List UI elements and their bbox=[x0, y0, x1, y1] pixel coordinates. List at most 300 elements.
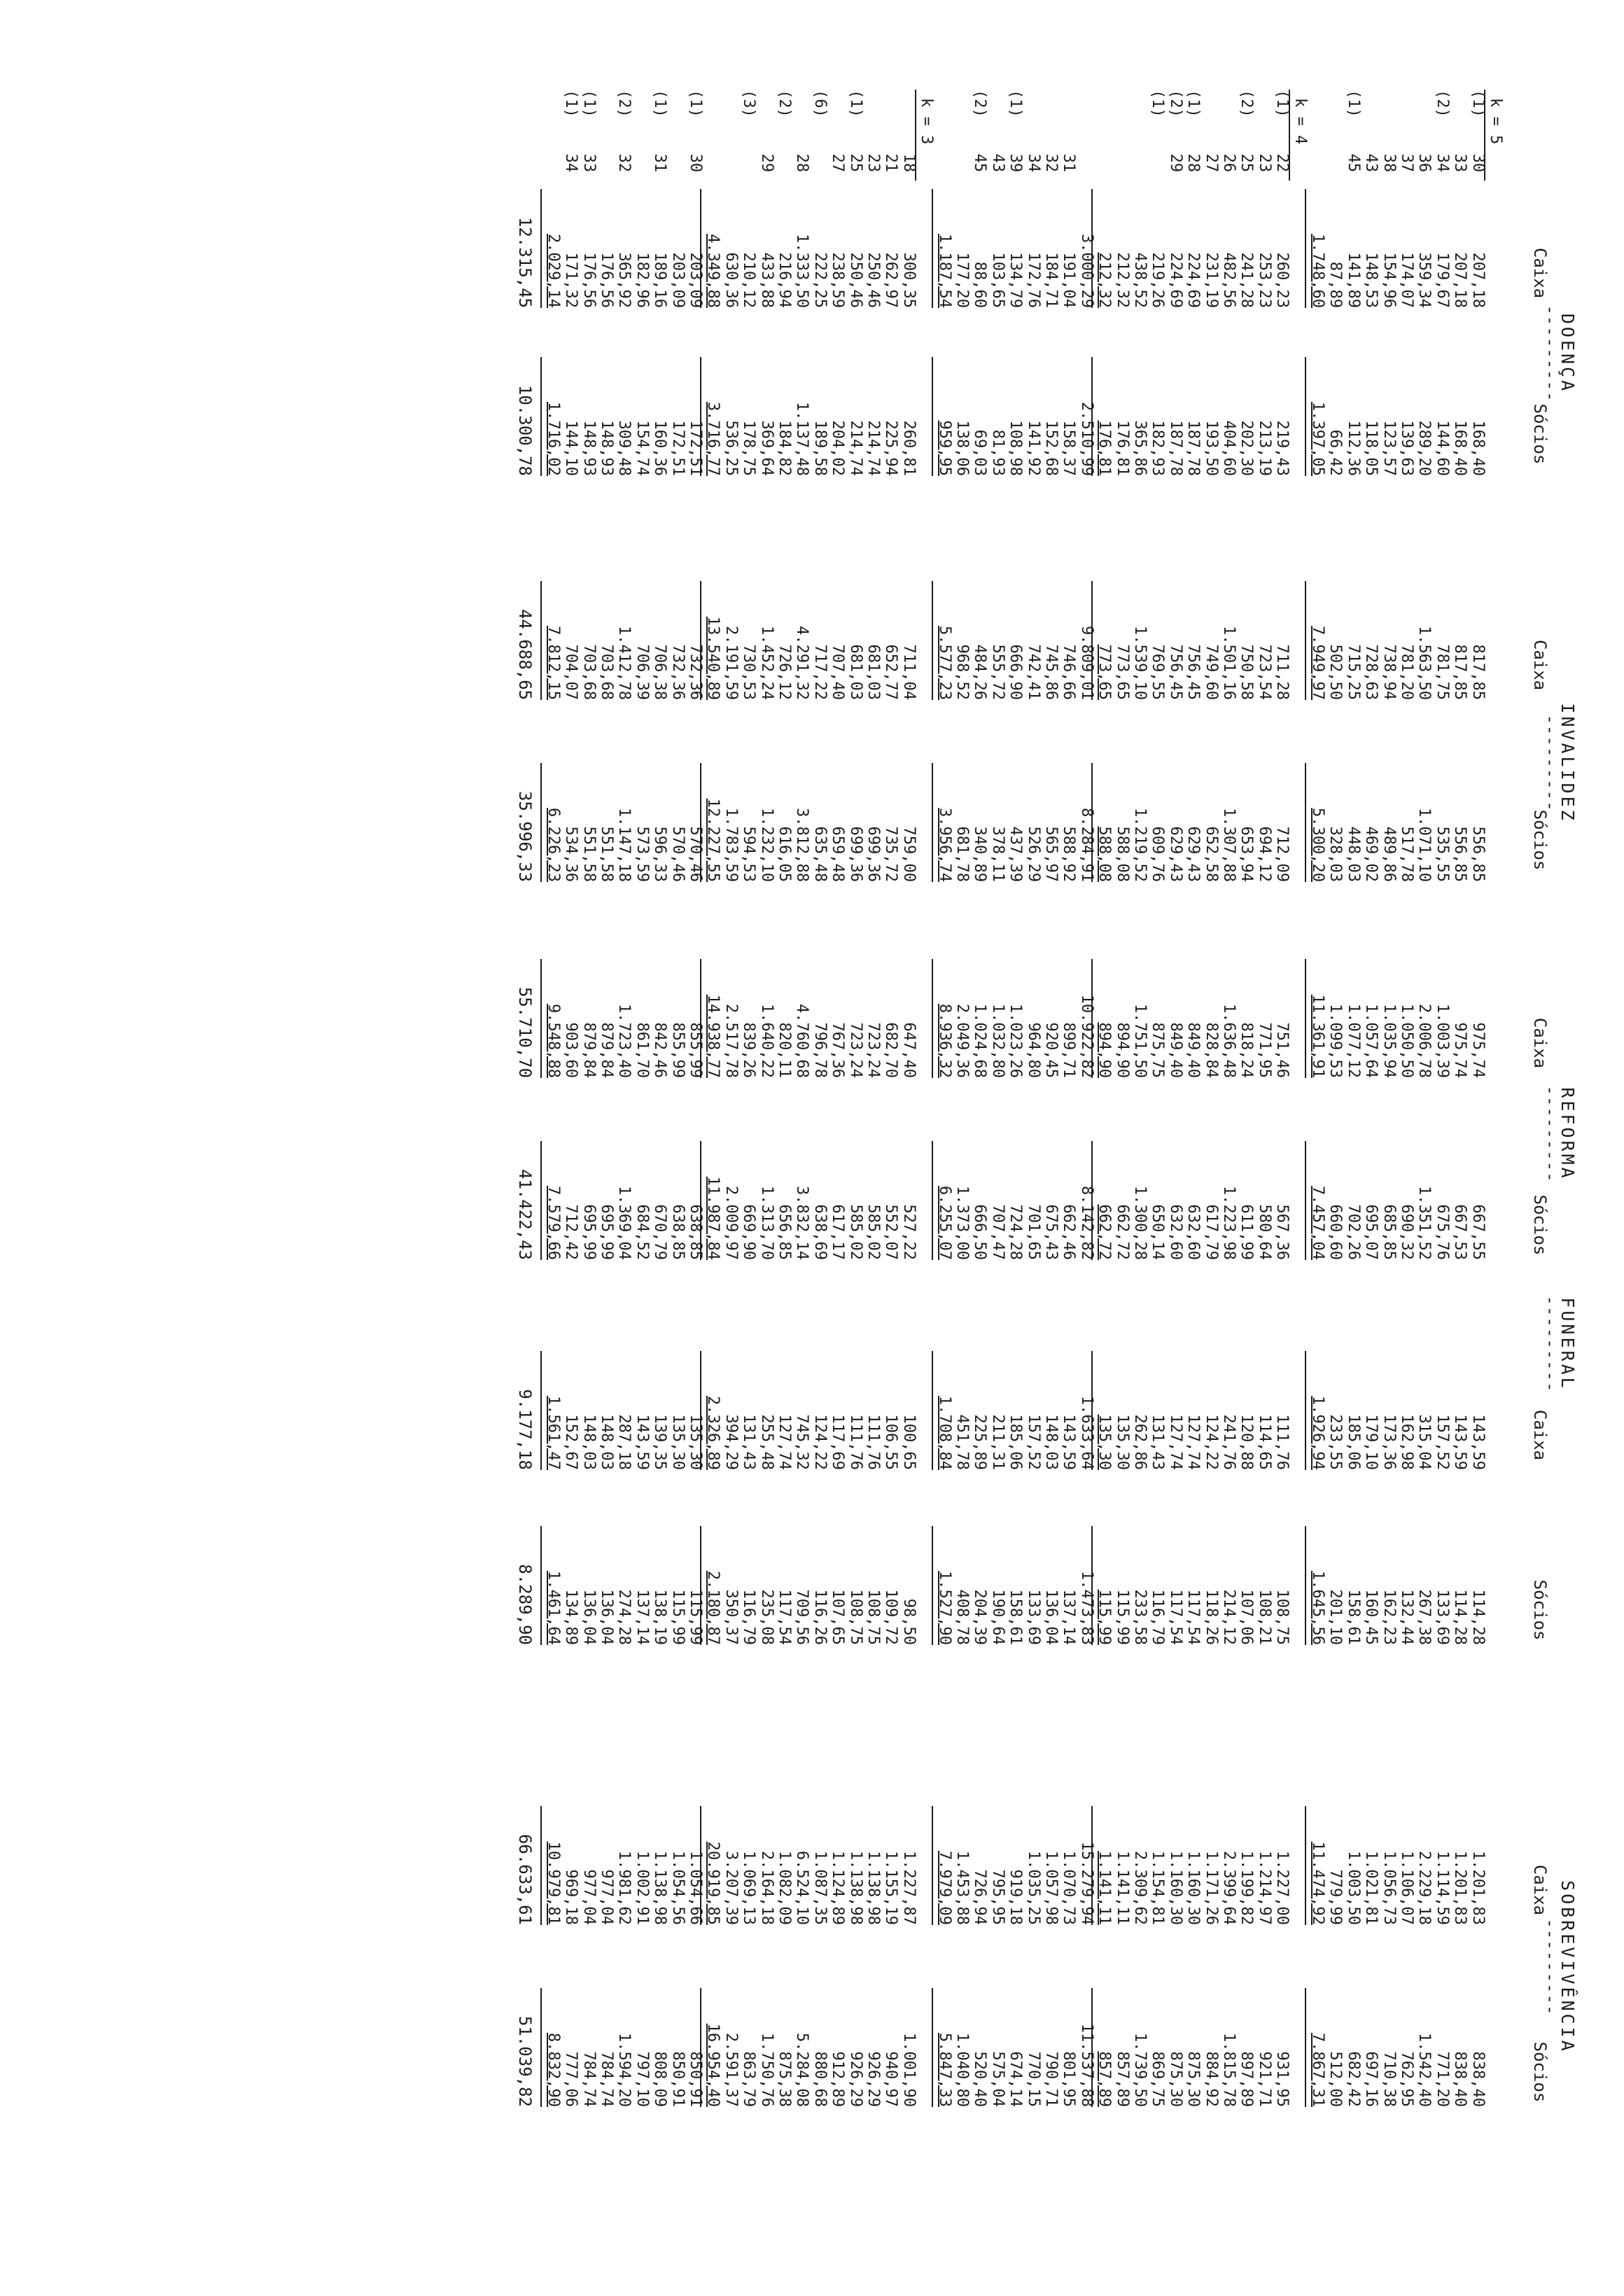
table-cell: 1.232,10 bbox=[757, 808, 776, 882]
table-cell: 1.199,82 bbox=[1238, 1851, 1256, 1925]
table-cell: 931,95 bbox=[1273, 2051, 1292, 2107]
table-cell: 154,96 bbox=[1380, 252, 1398, 308]
table-cell: 920,45 bbox=[1042, 1022, 1060, 1078]
table-cell: 534,36 bbox=[562, 826, 580, 882]
table-cell: 1.300,28 bbox=[1131, 1186, 1149, 1260]
table-cell: 1.114,59 bbox=[1433, 1851, 1451, 1925]
table-cell: 5.847,33 bbox=[936, 1988, 953, 2107]
table-cell: 41.422,43 bbox=[515, 1168, 536, 1260]
table-cell: 795,95 bbox=[988, 1869, 1007, 1925]
table-cell: 120,88 bbox=[1238, 1414, 1256, 1470]
table-cell: 594,53 bbox=[740, 826, 758, 882]
row-age-label: 38 bbox=[1380, 153, 1398, 172]
table-cell: 899,71 bbox=[1060, 1022, 1078, 1078]
table-cell: 702,26 bbox=[1344, 1204, 1362, 1260]
table-cell: 710,38 bbox=[1380, 2051, 1398, 2107]
table-cell: 669,90 bbox=[740, 1204, 758, 1260]
table-cell: 750,58 bbox=[1238, 644, 1256, 700]
table-cell: 173,36 bbox=[1380, 1414, 1398, 1470]
table-cell: 894,90 bbox=[1113, 1022, 1131, 1078]
table-cell: 726,12 bbox=[776, 644, 793, 700]
table-cell: 143,59 bbox=[1469, 1414, 1487, 1470]
table-cell: 69,03 bbox=[971, 429, 989, 476]
row-count-label: (6) bbox=[811, 90, 829, 118]
row-age-label: 31 bbox=[1060, 153, 1078, 172]
table-cell: 148,53 bbox=[1362, 252, 1380, 308]
table-cell: 176,56 bbox=[580, 252, 598, 308]
table-cell: 570,46 bbox=[668, 826, 687, 882]
row-count-label: (2) bbox=[1433, 90, 1451, 118]
table-cell: 1.154,81 bbox=[1149, 1851, 1167, 1925]
table-cell: 315,04 bbox=[1415, 1414, 1434, 1470]
table-cell: 8.936,32 bbox=[936, 959, 953, 1078]
table-cell: 1.171,26 bbox=[1202, 1851, 1220, 1925]
table-cell: 779,99 bbox=[1326, 1869, 1345, 1925]
table-cell: 207,18 bbox=[1469, 252, 1487, 308]
table-cell: 106,55 bbox=[882, 1414, 900, 1470]
table-cell: 124,22 bbox=[1202, 1414, 1220, 1470]
table-cell: 7.457,04 bbox=[1309, 1141, 1326, 1260]
table-cell: 6.524,10 bbox=[793, 1851, 811, 1925]
table-cell: 88,60 bbox=[971, 261, 989, 308]
table-cell: 1.050,50 bbox=[1398, 1004, 1415, 1078]
table-cell: 662,72 bbox=[1096, 1141, 1112, 1260]
table-cell: 51.039,82 bbox=[515, 2015, 536, 2107]
table-cell: 2.006,78 bbox=[1415, 1004, 1434, 1078]
table-cell: 1.783,59 bbox=[722, 808, 740, 882]
table-cell: 1.640,22 bbox=[757, 1004, 776, 1078]
table-cell: 172,76 bbox=[1024, 252, 1042, 308]
table-cell: 203,09 bbox=[668, 252, 687, 308]
table-cell: 289,20 bbox=[1415, 420, 1434, 476]
table-cell: 670,79 bbox=[651, 1204, 669, 1260]
table-cell: 262,86 bbox=[1131, 1414, 1149, 1470]
table-cell: 695,07 bbox=[1362, 1204, 1380, 1260]
row-age-label: 28 bbox=[1184, 153, 1203, 172]
row-count-label: (2) bbox=[1238, 90, 1256, 118]
table-cell: 176,56 bbox=[598, 252, 615, 308]
table-cell: 707,47 bbox=[988, 1204, 1007, 1260]
table-cell: 1.501,16 bbox=[1220, 626, 1238, 700]
table-cell: 796,78 bbox=[811, 1022, 829, 1078]
row-age-label: 29 bbox=[757, 153, 776, 172]
column-header: Sócios bbox=[1530, 403, 1550, 465]
table-cell: 535,55 bbox=[1433, 826, 1451, 882]
table-cell: 162,23 bbox=[1380, 1589, 1398, 1645]
table-cell: 1.201,83 bbox=[1469, 1851, 1487, 1925]
table-row bbox=[829, 0, 846, 2296]
table-cell: 225,89 bbox=[971, 1414, 989, 1470]
table-cell: 141,89 bbox=[1344, 252, 1362, 308]
table-cell: 1.815,78 bbox=[1220, 2033, 1238, 2107]
table-cell: 1.369,04 bbox=[615, 1186, 634, 1260]
group-header-title: FUNERAL bbox=[1558, 1297, 1578, 1391]
table-row bbox=[971, 0, 988, 2296]
table-cell: 723,24 bbox=[846, 1022, 864, 1078]
table-cell: 107,06 bbox=[1238, 1589, 1256, 1645]
table-cell: 152,68 bbox=[1042, 420, 1060, 476]
table-cell: 11.361,91 bbox=[1309, 959, 1326, 1078]
table-cell: 728,63 bbox=[1362, 644, 1380, 700]
table-cell: 2.180,87 bbox=[704, 1526, 721, 1645]
table-cell: 250,46 bbox=[846, 252, 864, 308]
table-cell: 185,06 bbox=[1344, 1414, 1362, 1470]
table-cell: 160,36 bbox=[651, 420, 669, 476]
table-cell: 653,94 bbox=[1238, 826, 1256, 882]
table-cell: 940,97 bbox=[882, 2051, 900, 2107]
table-cell: 216,94 bbox=[776, 252, 793, 308]
table-cell: 863,79 bbox=[740, 2051, 758, 2107]
table-cell: 690,32 bbox=[1398, 1204, 1415, 1260]
table-cell: 1.981,62 bbox=[615, 1851, 634, 1925]
table-cell: 1.373,00 bbox=[953, 1186, 971, 1260]
table-cell: 10.300,78 bbox=[515, 384, 536, 476]
table-row bbox=[634, 0, 650, 2296]
table-cell: 66.633,61 bbox=[515, 1833, 536, 1925]
table-cell: 1.160,30 bbox=[1184, 1851, 1203, 1925]
table-cell: 536,25 bbox=[722, 420, 740, 476]
table-cell: 638,69 bbox=[811, 1204, 829, 1260]
table-cell: 1.636,48 bbox=[1220, 1004, 1238, 1078]
table-cell: 359,34 bbox=[1415, 252, 1434, 308]
section-title-row bbox=[1292, 0, 1308, 2296]
table-cell: 124,22 bbox=[811, 1414, 829, 1470]
table-cell: 903,60 bbox=[562, 1022, 580, 1078]
table-cell: 897,89 bbox=[1238, 2051, 1256, 2107]
table-row bbox=[598, 0, 615, 2296]
table-cell: 127,74 bbox=[776, 1414, 793, 1470]
table-cell: 1.452,24 bbox=[757, 626, 776, 700]
table-cell: 202,30 bbox=[1238, 420, 1256, 476]
table-cell: 204,02 bbox=[829, 420, 847, 476]
table-cell: 5.284,08 bbox=[793, 2033, 811, 2107]
subtotal-row bbox=[936, 0, 953, 2296]
table-cell: 144,60 bbox=[1433, 420, 1451, 476]
table-cell: 253,23 bbox=[1255, 252, 1273, 308]
table-cell: 2.191,59 bbox=[722, 626, 740, 700]
table-cell: 148,93 bbox=[580, 420, 598, 476]
table-cell: 751,46 bbox=[1273, 1022, 1292, 1078]
table-cell: 674,14 bbox=[1007, 2051, 1025, 2107]
table-cell: 2.229,18 bbox=[1415, 1851, 1434, 1925]
table-cell: 2.309,62 bbox=[1131, 1851, 1149, 1925]
table-row bbox=[1184, 0, 1201, 2296]
table-row bbox=[615, 0, 632, 2296]
table-cell: 1.138,98 bbox=[864, 1851, 882, 1925]
table-cell: 969,18 bbox=[562, 1869, 580, 1925]
table-cell: 190,64 bbox=[988, 1589, 1007, 1645]
table-cell: 732,36 bbox=[668, 644, 687, 700]
table-cell: 839,26 bbox=[740, 1022, 758, 1078]
table-cell: 224,69 bbox=[1184, 252, 1203, 308]
table-cell: 16.954,40 bbox=[704, 1988, 721, 2107]
table-cell: 176,81 bbox=[1113, 420, 1131, 476]
table-row bbox=[1078, 0, 1095, 2296]
table-cell: 112,36 bbox=[1344, 420, 1362, 476]
table-cell: 394,29 bbox=[722, 1414, 740, 1470]
table-cell: 926,29 bbox=[846, 2051, 864, 2107]
table-row bbox=[1238, 0, 1254, 2296]
table-cell: 117,54 bbox=[776, 1589, 793, 1645]
table-cell: 162,98 bbox=[1398, 1414, 1415, 1470]
table-cell: 12.227,55 bbox=[704, 763, 721, 882]
column-header: Caixa bbox=[1530, 1864, 1550, 1916]
table-cell: 378,11 bbox=[988, 826, 1007, 882]
table-cell: 790,71 bbox=[1042, 2051, 1060, 2107]
table-cell: 187,78 bbox=[1184, 420, 1203, 476]
table-cell: 114,28 bbox=[1469, 1589, 1487, 1645]
table-cell: 706,39 bbox=[633, 644, 651, 700]
table-cell: 1.223,98 bbox=[1220, 1186, 1238, 1260]
table-cell: 977,04 bbox=[598, 1869, 615, 1925]
table-cell: 551,58 bbox=[598, 826, 615, 882]
table-cell: 894,90 bbox=[1096, 959, 1112, 1078]
table-cell: 211,31 bbox=[988, 1414, 1007, 1470]
table-cell: 711,28 bbox=[1273, 644, 1292, 700]
table-cell: 177,20 bbox=[953, 252, 971, 308]
table-cell: 176,81 bbox=[1096, 357, 1112, 476]
table-row bbox=[758, 0, 775, 2296]
table-cell: 187,78 bbox=[1166, 420, 1184, 476]
table-cell: 724,28 bbox=[1007, 1204, 1025, 1260]
table-cell: 233,58 bbox=[1131, 1589, 1149, 1645]
table-cell: 817,85 bbox=[1469, 644, 1487, 700]
table-cell: 131,43 bbox=[1149, 1414, 1167, 1470]
table-cell: 777,06 bbox=[562, 2051, 580, 2107]
table-cell: 656,85 bbox=[776, 1204, 793, 1260]
table-cell: 117,69 bbox=[829, 1414, 847, 1470]
table-cell: 1.056,73 bbox=[1380, 1851, 1398, 1925]
table-row bbox=[1362, 0, 1379, 2296]
table-cell: 365,92 bbox=[615, 252, 634, 308]
row-age-label: 32 bbox=[1042, 153, 1060, 172]
table-cell: 1.926,94 bbox=[1309, 1351, 1326, 1470]
table-cell: 682,42 bbox=[1344, 2051, 1362, 2107]
group-header-rule: --------- bbox=[1541, 1085, 1560, 1183]
table-cell: 1.138,98 bbox=[651, 1851, 669, 1925]
table-cell: 666,50 bbox=[971, 1204, 989, 1260]
table-cell: 638,85 bbox=[687, 1204, 704, 1260]
table-cell: 116,79 bbox=[740, 1589, 758, 1645]
table-row bbox=[1256, 0, 1273, 2296]
table-cell: 818,24 bbox=[1238, 1022, 1256, 1078]
table-cell: 1.106,07 bbox=[1398, 1851, 1415, 1925]
table-row bbox=[1415, 0, 1432, 2296]
table-cell: 148,03 bbox=[1042, 1414, 1060, 1470]
table-cell: 340,89 bbox=[971, 826, 989, 882]
table-cell: 103,65 bbox=[988, 252, 1007, 308]
table-cell: 108,98 bbox=[1007, 420, 1025, 476]
table-cell: 20.919,85 bbox=[704, 1806, 721, 1925]
table-cell: 171,32 bbox=[562, 252, 580, 308]
table-cell: 1.542,40 bbox=[1415, 2033, 1434, 2107]
section-label: k = 3 bbox=[918, 98, 936, 145]
table-cell: 694,12 bbox=[1255, 826, 1273, 882]
section-label: k = 5 bbox=[1487, 98, 1504, 145]
table-cell: 172,51 bbox=[668, 420, 687, 476]
table-cell: 469,02 bbox=[1362, 826, 1380, 882]
table-cell: 115,99 bbox=[687, 1589, 704, 1645]
table-cell: 7.867,31 bbox=[1309, 1988, 1326, 2107]
table-cell: 135,30 bbox=[687, 1414, 704, 1470]
row-count-label: (1) bbox=[562, 90, 580, 118]
table-row bbox=[1203, 0, 1219, 2296]
table-cell: 174,07 bbox=[1398, 252, 1415, 308]
table-row bbox=[1060, 0, 1077, 2296]
table-cell: 706,38 bbox=[651, 644, 669, 700]
table-cell: 855,99 bbox=[668, 1022, 687, 1078]
table-cell: 617,79 bbox=[1202, 1204, 1220, 1260]
table-cell: 168,40 bbox=[1451, 420, 1469, 476]
table-cell: 770,15 bbox=[1024, 2051, 1042, 2107]
table-cell: 527,22 bbox=[899, 1204, 918, 1260]
table-cell: 1.141,11 bbox=[1113, 1851, 1131, 1925]
table-cell: 135,30 bbox=[1113, 1414, 1131, 1470]
table-cell: 136,04 bbox=[580, 1589, 598, 1645]
table-cell: 735,72 bbox=[882, 826, 900, 882]
table-cell: 172,51 bbox=[687, 420, 704, 476]
table-cell: 81,93 bbox=[988, 429, 1007, 476]
table-cell: 745,86 bbox=[1042, 644, 1060, 700]
row-age-label: 23 bbox=[1255, 153, 1273, 172]
table-row bbox=[811, 0, 828, 2296]
table-cell: 617,17 bbox=[829, 1204, 847, 1260]
table-cell: 241,28 bbox=[1238, 252, 1256, 308]
row-count-label: (1) bbox=[1184, 90, 1203, 118]
table-row bbox=[1326, 0, 1343, 2296]
table-cell: 115,99 bbox=[1113, 1589, 1131, 1645]
table-cell: 801,95 bbox=[1060, 2051, 1078, 2107]
table-cell: 8.289,90 bbox=[515, 1564, 536, 1645]
table-cell: 235,08 bbox=[757, 1589, 776, 1645]
row-age-label: 45 bbox=[971, 153, 989, 172]
table-cell: 609,76 bbox=[1149, 826, 1167, 882]
table-cell: 1.307,88 bbox=[1220, 808, 1238, 882]
table-cell: 1.333,50 bbox=[793, 234, 811, 308]
group-header-rule: --------- bbox=[1541, 304, 1560, 402]
table-cell: 98,50 bbox=[899, 1598, 918, 1645]
row-age-label: 36 bbox=[1415, 153, 1434, 172]
table-cell: 585,02 bbox=[846, 1204, 864, 1260]
table-cell: 1.751,50 bbox=[1131, 1004, 1149, 1078]
table-cell: 207,18 bbox=[1451, 252, 1469, 308]
table-cell: 9.809,01 bbox=[1077, 626, 1096, 700]
table-cell: 201,10 bbox=[1326, 1589, 1345, 1645]
section-label: k = 4 bbox=[1291, 98, 1309, 145]
table-row bbox=[776, 0, 792, 2296]
table-cell: 369,64 bbox=[757, 420, 776, 476]
table-cell: 861,70 bbox=[633, 1022, 651, 1078]
row-age-label: 43 bbox=[1362, 153, 1380, 172]
table-cell: 225,94 bbox=[882, 420, 900, 476]
row-count-label: (1) bbox=[580, 90, 598, 118]
table-cell: 287,18 bbox=[615, 1414, 634, 1470]
table-cell: 660,60 bbox=[1326, 1204, 1345, 1260]
row-age-label: 18 bbox=[899, 153, 918, 172]
table-cell: 712,09 bbox=[1273, 826, 1292, 882]
table-row bbox=[687, 0, 704, 2296]
table-cell: 2.510,99 bbox=[1077, 402, 1096, 476]
row-count-label: (1) bbox=[1469, 90, 1487, 118]
table-cell: 114,65 bbox=[1255, 1414, 1273, 1470]
table-cell: 115,99 bbox=[668, 1589, 687, 1645]
table-row bbox=[1398, 0, 1415, 2296]
table-row bbox=[1380, 0, 1397, 2296]
table-cell: 7.979,09 bbox=[936, 1806, 953, 1925]
table-cell: 14.938,77 bbox=[704, 959, 721, 1078]
table-cell: 630,36 bbox=[722, 252, 740, 308]
table-cell: 667,55 bbox=[1469, 1204, 1487, 1260]
table-cell: 1.040,80 bbox=[953, 2033, 971, 2107]
table-cell: 1.633,64 bbox=[1077, 1396, 1096, 1470]
table-cell: 573,59 bbox=[633, 826, 651, 882]
table-cell: 238,59 bbox=[829, 252, 847, 308]
table-cell: 214,74 bbox=[846, 420, 864, 476]
table-cell: 820,11 bbox=[776, 1022, 793, 1078]
table-cell: 838,40 bbox=[1451, 2051, 1469, 2107]
row-age-label: 28 bbox=[793, 153, 811, 172]
table-cell: 109,72 bbox=[882, 1589, 900, 1645]
table-row bbox=[1451, 0, 1468, 2296]
table-cell: 662,46 bbox=[1060, 1204, 1078, 1260]
table-cell: 1.003,39 bbox=[1433, 1004, 1451, 1078]
row-age-label: 22 bbox=[1273, 153, 1292, 172]
table-cell: 111,76 bbox=[846, 1414, 864, 1470]
table-row bbox=[793, 0, 810, 2296]
table-row bbox=[1007, 0, 1023, 2296]
table-cell: 869,75 bbox=[1149, 2051, 1167, 2107]
table-cell: 3.000,29 bbox=[1077, 234, 1096, 308]
table-cell: 975,74 bbox=[1451, 1022, 1469, 1078]
column-header: Sócios bbox=[1530, 1194, 1550, 1256]
table-cell: 224,69 bbox=[1166, 252, 1184, 308]
column-header: Caixa bbox=[1530, 1017, 1550, 1069]
row-age-label: 37 bbox=[1398, 153, 1415, 172]
table-cell: 1.147,18 bbox=[615, 808, 634, 882]
table-cell: 1.054,66 bbox=[687, 1851, 704, 1925]
table-row bbox=[882, 0, 899, 2296]
table-cell: 116,79 bbox=[1149, 1589, 1167, 1645]
row-age-label: 29 bbox=[1166, 153, 1184, 172]
table-cell: 675,43 bbox=[1042, 1204, 1060, 1260]
row-age-label: 34 bbox=[562, 153, 580, 172]
table-cell: 135,30 bbox=[668, 1414, 687, 1470]
table-cell: 3.207,39 bbox=[722, 1851, 740, 1925]
table-cell: 309,48 bbox=[615, 420, 634, 476]
table-cell: 157,52 bbox=[1024, 1414, 1042, 1470]
table-cell: 1.024,68 bbox=[971, 1004, 989, 1078]
table-cell: 884,92 bbox=[1202, 2051, 1220, 2107]
row-age-label: 26 bbox=[1220, 153, 1238, 172]
table-cell: 1.087,35 bbox=[811, 1851, 829, 1925]
table-cell: 210,12 bbox=[740, 252, 758, 308]
table-cell: 781,75 bbox=[1433, 644, 1451, 700]
table-cell: 13.540,89 bbox=[704, 581, 721, 700]
table-row bbox=[651, 0, 668, 2296]
table-cell: 107,65 bbox=[829, 1589, 847, 1645]
table-cell: 179,67 bbox=[1433, 252, 1451, 308]
table-cell: 784,74 bbox=[580, 2051, 598, 2107]
table-cell: 108,21 bbox=[1255, 1589, 1273, 1645]
table-cell: 448,03 bbox=[1344, 826, 1362, 882]
table-cell: 1.035,25 bbox=[1024, 1851, 1042, 1925]
table-cell: 1.187,54 bbox=[936, 189, 953, 308]
table-cell: 55.710,70 bbox=[515, 986, 536, 1078]
table-cell: 570,46 bbox=[687, 826, 704, 882]
table-cell: 1.077,12 bbox=[1344, 1004, 1362, 1078]
table-cell: 667,53 bbox=[1451, 1204, 1469, 1260]
table-cell: 4.760,68 bbox=[793, 1004, 811, 1078]
